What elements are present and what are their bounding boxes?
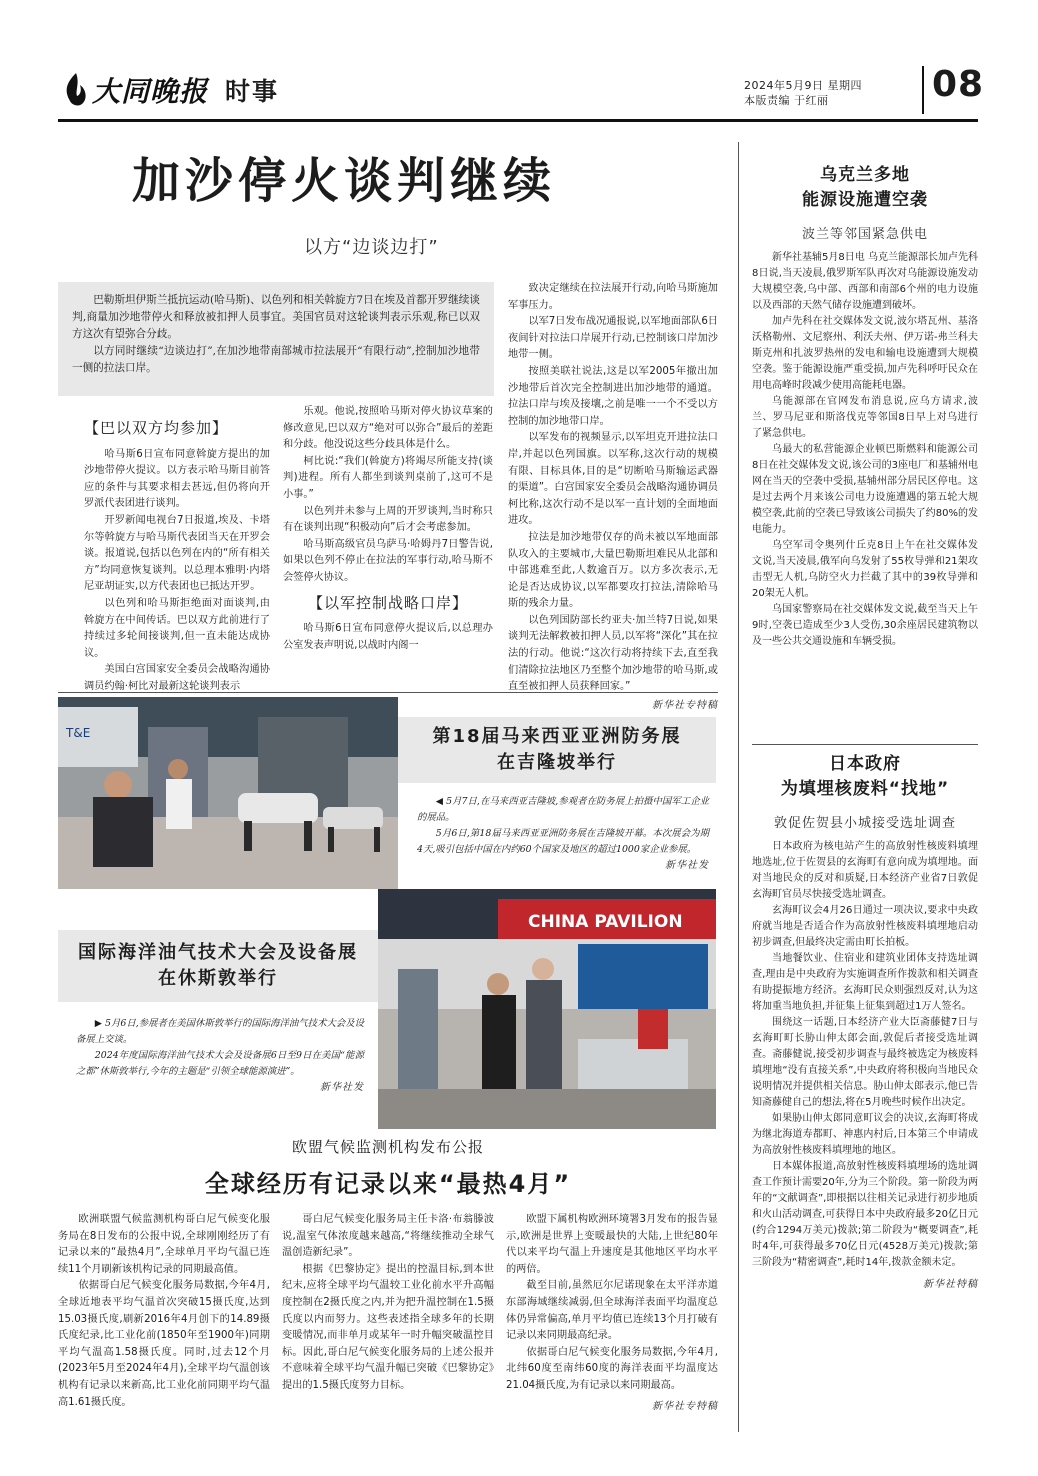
subhead-both-sides: 【巴以双方均参加】: [84, 419, 229, 437]
japan-headline: 为填埋核废料“找地”: [780, 779, 950, 799]
paragraph: 依据哥白尼气候变化服务局数据,今年4月,全球近地表平均气温首次突破15摄氏度,达到15.03摄氏度,刷新2016年4月创下的14.89摄氏度纪录,比工业化前(1850年至1900年)同期平均气温高1.58摄氏度。同时,过去12个月(2023年5月至2024年4月),全球平均气温创该机构有记录以来新高,比工业化前同期平均气温高1.61摄氏度。: [58, 1280, 270, 1408]
ukraine-body: [752, 250, 978, 650]
summary-box: [58, 282, 494, 396]
paragraph: 哥白尼气候变化服务局主任卡洛·布翁滕波说,温室气体浓度越来越高,“将继续推动全球气温创造新纪录”。: [282, 1214, 494, 1259]
paragraph: 新华社基辅5月8日电 乌克兰能源部长加卢先科8日说,当天凌晨,俄罗斯军队再次对乌能源设施发动大规模空袭,乌中部、西部和南部6个州的电力设施以及西部的天然气储存设施遭到破坏。: [752, 252, 978, 311]
oil-expo-title-box: [58, 930, 378, 1002]
paragraph: 以军发布的视频显示,以军坦克开进拉法口岸,并起以色列国旗。以军称,这次行动的规模有限、目标具体,目的是“切断哈马斯输运武器的渠道”。白宫国家安全委员会战略沟通协调员柯比称,这次行动不是以军一直计划的全面地面进攻。: [508, 432, 718, 527]
main-story-col3: [508, 281, 718, 714]
defense-expo-title-box: [398, 717, 716, 783]
section-divider: [58, 692, 718, 693]
japan-headline: 日本政府: [829, 754, 901, 774]
page-number: 08: [932, 64, 985, 105]
ukraine-headline: 乌克兰多地: [820, 165, 910, 185]
booth-sign: T&E: [66, 726, 91, 740]
main-story-col1: [84, 412, 270, 696]
flame-logo-icon: [58, 70, 92, 110]
masthead-dateline: [744, 78, 862, 108]
climate-kicker: 欧盟气候监测机构发布公报: [291, 1138, 484, 1156]
editor: 本版责编 于红丽: [744, 94, 829, 107]
oil-expo-photo: [378, 889, 716, 1129]
oil-expo-headline: 国际海洋油气技术大会及设备展: [78, 942, 358, 963]
defense-expo-photo: [58, 697, 398, 889]
summary-paragraph: 巴勒斯坦伊斯兰抵抗运动(哈马斯)、以色列和相关斡旋方7日在埃及首都开罗继续谈判,商量加沙地带停火和释放被扣押人员事宜。美国官员对这轮谈判表示乐观,称已以双方这次有望弥合分歧。: [72, 294, 480, 340]
paragraph: 哈马斯高级官员乌萨马·哈姆丹7日警告说,如果以色列不停止在拉法的军事行动,哈马斯不会签停火协议。: [283, 538, 493, 583]
paragraph: 欧盟下属机构欧洲环境署3月发布的报告显示,欧洲是世界上变暖最快的大陆,上世纪80年代以来平均气温上升速度是其他地区平均水平的两倍。: [506, 1214, 718, 1275]
oil-expo-headline: 在休斯敦举行: [158, 968, 278, 989]
logo-text: 大同晚报: [92, 75, 209, 108]
ukraine-story: [752, 163, 978, 650]
paragraph: 依据哥白尼气候变化服务局数据,今年4月,北纬60度至南纬60度的海洋表面平均温度达21.04摄氏度,为有记录以来同期最高。: [506, 1346, 718, 1391]
paragraph: 哈马斯6日宣布同意斡旋方提出的加沙地带停火提议。以方表示哈马斯目前答应的条件与其要求相去甚远,但仍将向开罗派代表团进行谈判。: [84, 448, 270, 510]
paragraph: 柯比说:“我们(斡旋方)将竭尽所能支持(谈判)进程。所有人都坐到谈判桌前了,这可不是小事。”: [283, 455, 493, 500]
paragraph: 按照美联社说法,这是以军2005年撤出加沙地带后首次完全控制进出加沙地带的通道。拉法口岸与埃及接壤,之前是唯一一个不受以方控制的加沙地带口岸。: [508, 365, 718, 427]
masthead-rule: [58, 119, 978, 122]
japan-subheadline: 敦促佐贺县小城接受选址调查: [773, 816, 956, 831]
paragraph: 开罗新闻电视台7日报道,埃及、卡塔尔等斡旋方与哈马斯代表团当天在开罗会谈。报道说,包括以色列在内的“所有相关方”均同意恢复谈判。以总理本雅明·内塔尼亚胡证实,以方代表团也已抵达开罗。: [84, 514, 270, 593]
main-subheadline: 以方“边谈边打”: [304, 237, 439, 258]
paragraph: 哈马斯6日宣布同意停火提议后,以总理办公室发表声明说,以战时内阁一: [283, 623, 493, 651]
oil-expo-caption: [76, 1016, 364, 1096]
right-column-divider: [738, 142, 739, 1432]
byline: 新华社特稿: [923, 1279, 978, 1290]
photo-credit: 新华社发: [665, 860, 709, 871]
main-headline: 加沙停火谈判继续: [132, 153, 557, 209]
paragraph: 玄海町议会4月26日通过一项决议,要求中央政府就当地是否适合作为高放射性核废料填埋地启动初步调查,但最终决定需由町长拍板。: [752, 905, 978, 948]
pavilion-sign: CHINA PAVILION: [528, 912, 683, 932]
japan-story: [752, 752, 978, 1290]
paragraph: 根据《巴黎协定》提出的控温目标,到本世纪末,应将全球平均气温较工业化前水平升高幅度控制在2摄氏度之内,并为把升温控制在1.5摄氏度以内而努力。这些表述指全球多年的长期变暖情况,而非单月或某年一时升幅突破温控目标。因此,哥白尼气候变化服务局的上述公报并不意味着全球平均气温升幅已突破《巴黎协定》提出的1.5摄氏度努力目标。: [282, 1263, 494, 1391]
ukraine-subheadline: 波兰等邻国紧急供电: [801, 227, 928, 242]
paragraph: 当地餐饮业、住宿业和建筑业团体支持选址调查,理由是中央政府为实施调查所作拨款和相关调查有助提振地方经济。玄海町民众则强烈反对,认为这将加重当地负担,并征集上征集到超过1万人签名。: [752, 953, 978, 1012]
paragraph: 欧洲联盟气候监测机构哥白尼气候变化服务局在8日发布的公报中说,全球刚刚经历了有记录以来的“最热4月”,全球单月平均气温已连续11个月刷新该机构记录的同期最高值。: [58, 1214, 270, 1275]
paragraph: 加卢先科在社交媒体发文说,波尔塔瓦州、基洛沃格勒州、文尼察州、利沃夫州、伊万诺-弗兰科夫斯克州和扎波罗热州的发电和输电设施遭到大规模空袭。鉴于能源设施严重受损,加卢先科呼吁民众在用电高峰时段减少使用高能耗电器。: [752, 316, 978, 391]
main-story-col2: [283, 404, 493, 654]
climate-col2: [282, 1212, 494, 1395]
paragraph: 拉法是加沙地带仅存的尚未被以军地面部队攻入的主要城市,大量巴勒斯坦难民从北部和中部逃难至此,人数逾百万。以方多次表示,无论是否达成协议,以军都要攻打拉法,清除哈马斯的残余力量。: [508, 531, 718, 610]
paragraph: 致决定继续在拉法展开行动,向哈马斯施加军事压力。: [508, 283, 718, 311]
caption-paragraph: 5月6日,第18届马来西亚亚洲防务展在吉隆坡开幕。本次展会为期4天,吸引包括中国在内约60个国家及地区的超过1000家企业参展。: [417, 828, 709, 855]
defense-expo-headline: 第18届马来西亚亚洲防务展: [432, 726, 682, 747]
climate-headline: 全球经历有记录以来“最热4月”: [204, 1170, 572, 1198]
caption-paragraph: ▶ 5月6日,参展者在美国休斯敦举行的国际海洋油气技术大会及设备展上交谈。: [76, 1018, 364, 1045]
date: 2024年5月9日 星期四: [744, 79, 862, 92]
summary-paragraph: 以方同时继续“边谈边打”,在加沙地带南部城市拉法展开“有限行动”,控制加沙地带一侧的拉法口岸。: [72, 345, 480, 374]
paragraph: 日本政府为核电站产生的高放射性核废料填埋地选址,位于佐贺县的玄海町有意向成为填埋地。面对当地民众的反对和质疑,日本经济产业省7日敦促玄海町官员尽快接受选址调查。: [752, 841, 978, 900]
ukraine-headline: 能源设施遭空袭: [802, 190, 928, 210]
paragraph: 乌最大的私营能源企业顿巴斯燃料和能源公司8日在社交媒体发文说,该公司的3座电厂和基辅州电网在当天的空袭中受损,基辅州部分居民区停电。这是过去两个月来该公司电力设施遭遇的第五轮大规模空袭,此前的空袭已导致该公司损失了约80%的发电能力。: [752, 444, 978, 535]
masthead-divider: [922, 66, 924, 114]
paragraph: 乌能源部在官网发布消息说,应乌方请求,波兰、罗马尼亚和斯洛伐克等邻国8日早上对乌进行了紧急供电。: [752, 396, 978, 439]
paragraph: 乌空军司令奥列什丘克8日上午在社交媒体发文说,当天凌晨,俄军向乌发射了55枚导弹和21架攻击型无人机,乌防空火力拦截了其中的39枚导弹和20架无人机。: [752, 540, 978, 599]
subhead-rafah: 【以军控制战略口岸】: [307, 593, 468, 612]
defense-expo-headline: 在吉隆坡举行: [497, 752, 617, 773]
paragraph: 乐观。他说,按照哈马斯对停火协议草案的修改意见,巴以双方“绝对可以弥合”最后的差距和分歧。他没说这些分歧具体是什么。: [283, 406, 493, 451]
paragraph: 以军7日发布战况通报说,以军地面部队6日夜间针对拉法口岸展开行动,已控制该口岸加沙地带一侧。: [508, 316, 718, 361]
paragraph: 以色列国防部长约亚夫·加兰特7日说,如果谈判无法解救被扣押人员,以军将“深化”其在拉法的行动。他说:“这次行动将持续下去,直至我们清除拉法地区乃至整个加沙地带的哈马斯,或直至被扣押人员获释回家。”: [508, 614, 718, 693]
climate-col3: [506, 1212, 718, 1415]
paragraph: 围绕这一话题,日本经济产业大臣斋藤健7日与玄海町町长胁山伸太郎会面,敦促后者接受选址调查。斋藤健说,接受初步调查与最终被选定为核废料填埋地“没有直接关系”,中央政府将积极向当地民众说明情况并提供相关信息。胁山伸太郎表示,他已告知斋藤健自己的想法,将在5月晚些时候作出决定。: [752, 1017, 978, 1108]
japan-body: [752, 839, 978, 1271]
right-column-divider-h: [752, 744, 978, 745]
caption-paragraph: ◀ 5月7日,在马来西亚吉隆坡,参观者在防务展上拍摄中国军工企业的展品。: [417, 796, 709, 823]
paragraph: 日本媒体报道,高放射性核废料填埋场的选址调查工作预计需要20年,分为三个阶段。第一阶段为两年的“文献调查”,即根据以往相关记录进行初步地质和火山活动调查,可获得日本中央政府最多20亿日元(约合1294万美元)拨款;第二阶段为“概要调查”,耗时4年,可获得最多70亿日元(4528万美元)拨款;第三阶段为“精密调查”,耗时14年,拨款金额未定。: [752, 1161, 978, 1268]
paragraph: 如果胁山伸太郎同意町议会的决议,玄海町将成为继北海道寿都町、神惠内村后,日本第三个申请成为高放射性核废料填埋地的地区。: [752, 1113, 978, 1156]
climate-col1: [58, 1212, 270, 1411]
masthead-logo: [58, 62, 208, 118]
photo-credit: 新华社发: [320, 1082, 364, 1093]
caption-paragraph: 2024年度国际海洋油气技术大会及设备展6日至9日在美国“能源之都”休斯敦举行,今年的主题是“引领全球能源演进”。: [76, 1050, 364, 1077]
paragraph: 美国白宫国家安全委员会战略沟通协调员约翰·柯比对最新这轮谈判表示: [84, 664, 270, 692]
paragraph: 以色列和哈马斯拒绝面对面谈判,由斡旋方在中间传话。巴以双方此前进行了持续过多轮间接谈判,但一直未能达成协议。: [84, 597, 270, 659]
defense-expo-caption: [417, 794, 709, 874]
section-name: 时事: [225, 77, 280, 106]
byline: 新华社专特稿: [652, 699, 718, 711]
byline: 新华社专特稿: [652, 1400, 718, 1412]
paragraph: 以色列并未参与上周的开罗谈判,当时称只有在谈判出现“积极动向”后才会考虑参加。: [283, 505, 493, 534]
paragraph: 截至目前,虽然厄尔尼诺现象在太平洋赤道东部海域继续减弱,但全球海洋表面平均温度总体仍异常偏高,单月平均值已连续13个月打破有记录以来同期最高纪录。: [506, 1280, 718, 1342]
paragraph: 乌国家警察局在社交媒体发文说,截至当天上午9时,空袭已造成至少3人受伤,30余座居民建筑物以及一些公共交通设施和车辆受损。: [752, 604, 978, 647]
